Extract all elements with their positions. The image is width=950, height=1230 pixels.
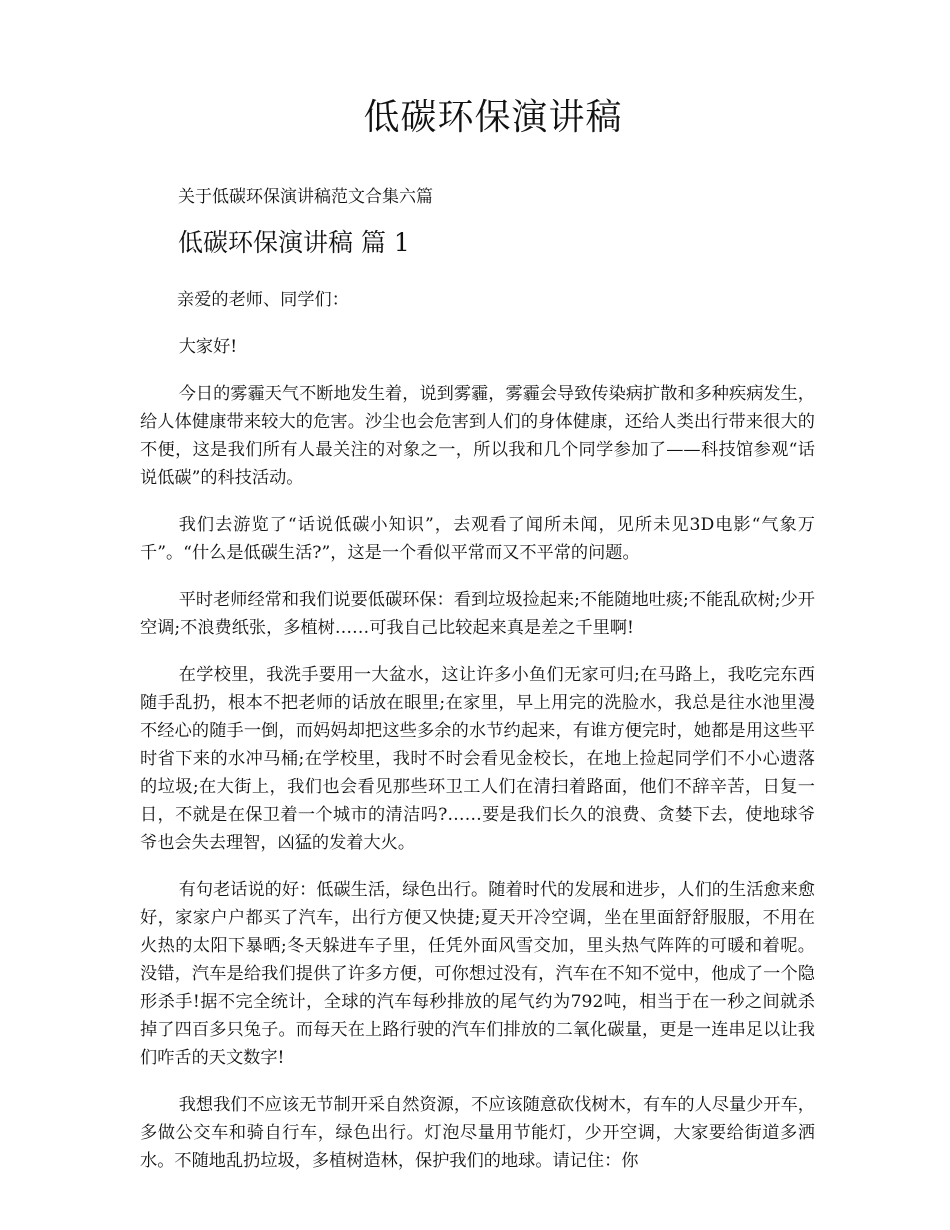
- body-paragraph: 平时老师经常和我们说要低碳环保：看到垃圾捡起来;不能随地吐痰;不能乱砍树;少开空调;不浪费纸张，多植树……可我自己比较起来真是差之千里啊!: [140, 590, 815, 638]
- body-paragraph: 今日的雾霾天气不断地发生着，说到雾霾，雾霾会导致传染病扩散和多种疾病发生，给人体健康带来较大的危害。沙尘也会危害到人们的身体健康，还给人类出行带来很大的不便，这是我们所有人最关注的对象之一，所以我和几个同学参加了——科技馆参观“话说低碳”的科技活动。: [140, 384, 815, 488]
- salutation: 亲爱的老师、同学们：: [177, 290, 349, 310]
- greeting-paragraph: 大家好!: [178, 337, 238, 357]
- body-paragraph: 在学校里，我洗手要用一大盆水，这让许多小鱼们无家可归;在马路上，我吃完东西随手乱扔，根本不把老师的话放在眼里;在家里，早上用完的洗脸水，我总是往水池里漫不经心的随手一倒，而妈妈却把这些多余的水节约起来，有谁方便完时，她都是用这些平时省下来的水冲马桶;在学校里，我时不时会看见金校长，在地上捡起同学们不小心遗落的垃圾;在大街上，我们也会看见那些环卫工人们在清扫着路面，他们不辞辛苦，日复一日，不就是在保卫着一个城市的清洁吗?……要是我们长久的浪费、贪婪下去，使地球爷爷也会失去理智，凶猛的发着大火。: [140, 665, 815, 853]
- body-paragraph: 我想我们不应该无节制开采自然资源，不应该随意砍伐树木，有车的人尽量少开车，多做公交车和骑自行车，绿色出行。灯泡尽量用节能灯，少开空调，大家要给街道多洒水。不随地乱扔垃圾，多植树造林，保护我们的地球。请记住：你: [140, 1095, 815, 1171]
- document-subtitle: 关于低碳环保演讲稿范文合集六篇: [178, 187, 433, 207]
- speech-body: [140, 286, 815, 1194]
- section-heading: 低碳环保演讲稿 篇 1: [178, 228, 410, 257]
- body-paragraph: 我们去游览了“话说低碳小知识”，去观看了闻所未闻，见所未见3D电影“气象万千”。“什么是低碳生活?”，这是一个看似平常而又不平常的问题。: [140, 515, 815, 563]
- document-title: 低碳环保演讲稿: [363, 97, 623, 138]
- body-paragraph: 有句老话说的好：低碳生活，绿色出行。随着时代的发展和进步，人们的生活愈来愈好，家家户户都买了汽车，出行方便又快捷;夏天开冷空调，坐在里面舒舒服服，不用在火热的太阳下暴晒;冬天躲进车子里，任凭外面风雪交加，里头热气阵阵的可暖和着呢。没错，汽车是给我们提供了许多方便，可你想过没有，汽车在不知不觉中，他成了一个隐形杀手!据不完全统计，全球的汽车每秒排放的尾气约为792吨，相当于在一秒之间就杀掉了四百多只兔子。而每天在上路行驶的汽车们排放的二氧化碳量，更是一连串足以让我们咋舌的天文数字!: [140, 880, 815, 1068]
